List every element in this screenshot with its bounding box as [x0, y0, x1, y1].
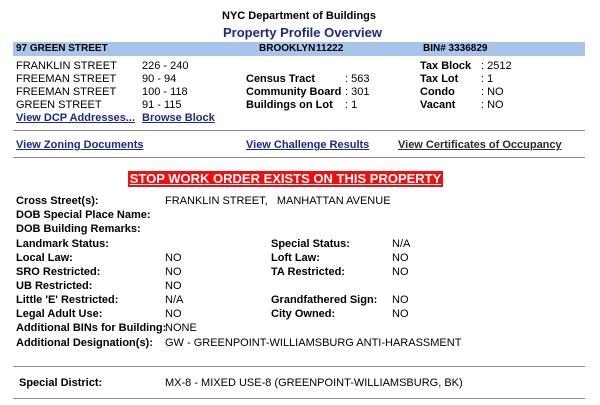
- divider: [13, 366, 585, 367]
- additional-bins-label: Additional BINs for Building:: [16, 322, 167, 334]
- street-name: FRANKLIN STREET: [16, 60, 117, 72]
- sro-restricted-label: SRO Restricted:: [16, 266, 101, 278]
- divider: [13, 398, 585, 399]
- vacant-label: Vacant: [420, 99, 456, 111]
- view-challenge-results-link[interactable]: View Challenge Results: [246, 139, 370, 151]
- street-name: GREEN STREET: [16, 99, 102, 111]
- ub-restricted-label: UB Restricted:: [16, 280, 93, 292]
- stop-work-order-banner[interactable]: STOP WORK ORDER EXISTS ON THIS PROPERTY: [129, 171, 442, 186]
- tax-lot-label: Tax Lot: [420, 73, 459, 85]
- divider: [13, 157, 585, 158]
- special-status-label: Special Status:: [271, 238, 350, 250]
- loft-law-value: NO: [392, 252, 409, 264]
- special-status-value: N/A: [392, 238, 411, 250]
- census-tract-value: : 563: [345, 73, 370, 85]
- special-district-label: Special District:: [19, 377, 103, 389]
- landmark-status-label: Landmark Status:: [16, 238, 109, 250]
- cross-streets-label: Cross Street(s):: [16, 195, 99, 207]
- loft-law-label: Loft Law:: [271, 252, 320, 264]
- street-range: 91 - 115: [142, 99, 182, 111]
- ta-restricted-value: NO: [392, 266, 409, 278]
- legal-adult-use-value: NO: [165, 308, 182, 320]
- property-address: 97 GREEN STREET: [16, 43, 108, 54]
- local-law-value: NO: [165, 252, 182, 264]
- grandfathered-sign-label: Grandfathered Sign:: [271, 294, 378, 306]
- special-district-value: MX-8 - MIXED USE-8 (GREENPOINT-WILLIAMSBURG, BK): [165, 377, 463, 389]
- property-zip: 11222: [316, 43, 344, 54]
- additional-bins-value: NONE: [165, 322, 197, 334]
- local-law-label: Local Law:: [16, 252, 73, 264]
- city-owned-value: NO: [392, 308, 409, 320]
- community-board-label: Community Board: [246, 86, 342, 98]
- condo-label: Condo: [420, 86, 455, 98]
- city-owned-label: City Owned:: [271, 308, 336, 320]
- page-title: Property Profile Overview: [223, 25, 382, 40]
- property-bin: BIN# 3336829: [423, 43, 488, 54]
- property-borough: BROOKLYN: [259, 43, 316, 54]
- tax-block-label: Tax Block: [420, 60, 472, 72]
- ub-restricted-value: NO: [165, 280, 182, 292]
- browse-block-link[interactable]: Browse Block: [142, 112, 215, 124]
- view-dcp-addresses-link[interactable]: View DCP Addresses...: [16, 112, 136, 124]
- street-range: 100 - 118: [142, 86, 188, 98]
- condo-value: : NO: [481, 86, 504, 98]
- sro-restricted-value: NO: [165, 266, 182, 278]
- street-range: 226 - 240: [142, 60, 189, 72]
- little-e-restricted-value: N/A: [165, 294, 184, 306]
- cross-streets-value: FRANKLIN STREET, MANHATTAN AVENUE: [165, 195, 391, 207]
- buildings-on-lot-label: Buildings on Lot: [246, 99, 333, 111]
- community-board-value: : 301: [345, 86, 370, 98]
- street-name: FREEMAN STREET: [16, 86, 117, 98]
- view-certificates-of-occupancy-link[interactable]: View Certificates of Occupancy: [398, 139, 562, 151]
- street-name: FREEMAN STREET: [16, 73, 117, 85]
- tax-lot-value: : 1: [481, 73, 494, 85]
- vacant-value: : NO: [481, 99, 504, 111]
- agency-title: NYC Department of Buildings: [222, 10, 377, 22]
- census-tract-label: Census Tract: [246, 73, 316, 85]
- little-e-restricted-label: Little 'E' Restricted:: [16, 294, 119, 306]
- street-range: 90 - 94: [142, 73, 177, 85]
- tax-block-value: : 2512: [481, 60, 512, 72]
- buildings-on-lot-value: : 1: [345, 99, 358, 111]
- special-place-label: DOB Special Place Name:: [16, 209, 151, 221]
- divider: [13, 130, 585, 131]
- ta-restricted-label: TA Restricted:: [271, 266, 345, 278]
- view-zoning-documents-link[interactable]: View Zoning Documents: [16, 139, 144, 151]
- legal-adult-use-label: Legal Adult Use:: [16, 308, 103, 320]
- building-remarks-label: DOB Building Remarks:: [16, 223, 141, 235]
- additional-designation-label: Additional Designation(s):: [16, 337, 153, 349]
- grandfathered-sign-value: NO: [392, 294, 409, 306]
- additional-designation-value: GW - GREENPOINT-WILLIAMSBURG ANTI-HARASSMENT: [165, 337, 462, 349]
